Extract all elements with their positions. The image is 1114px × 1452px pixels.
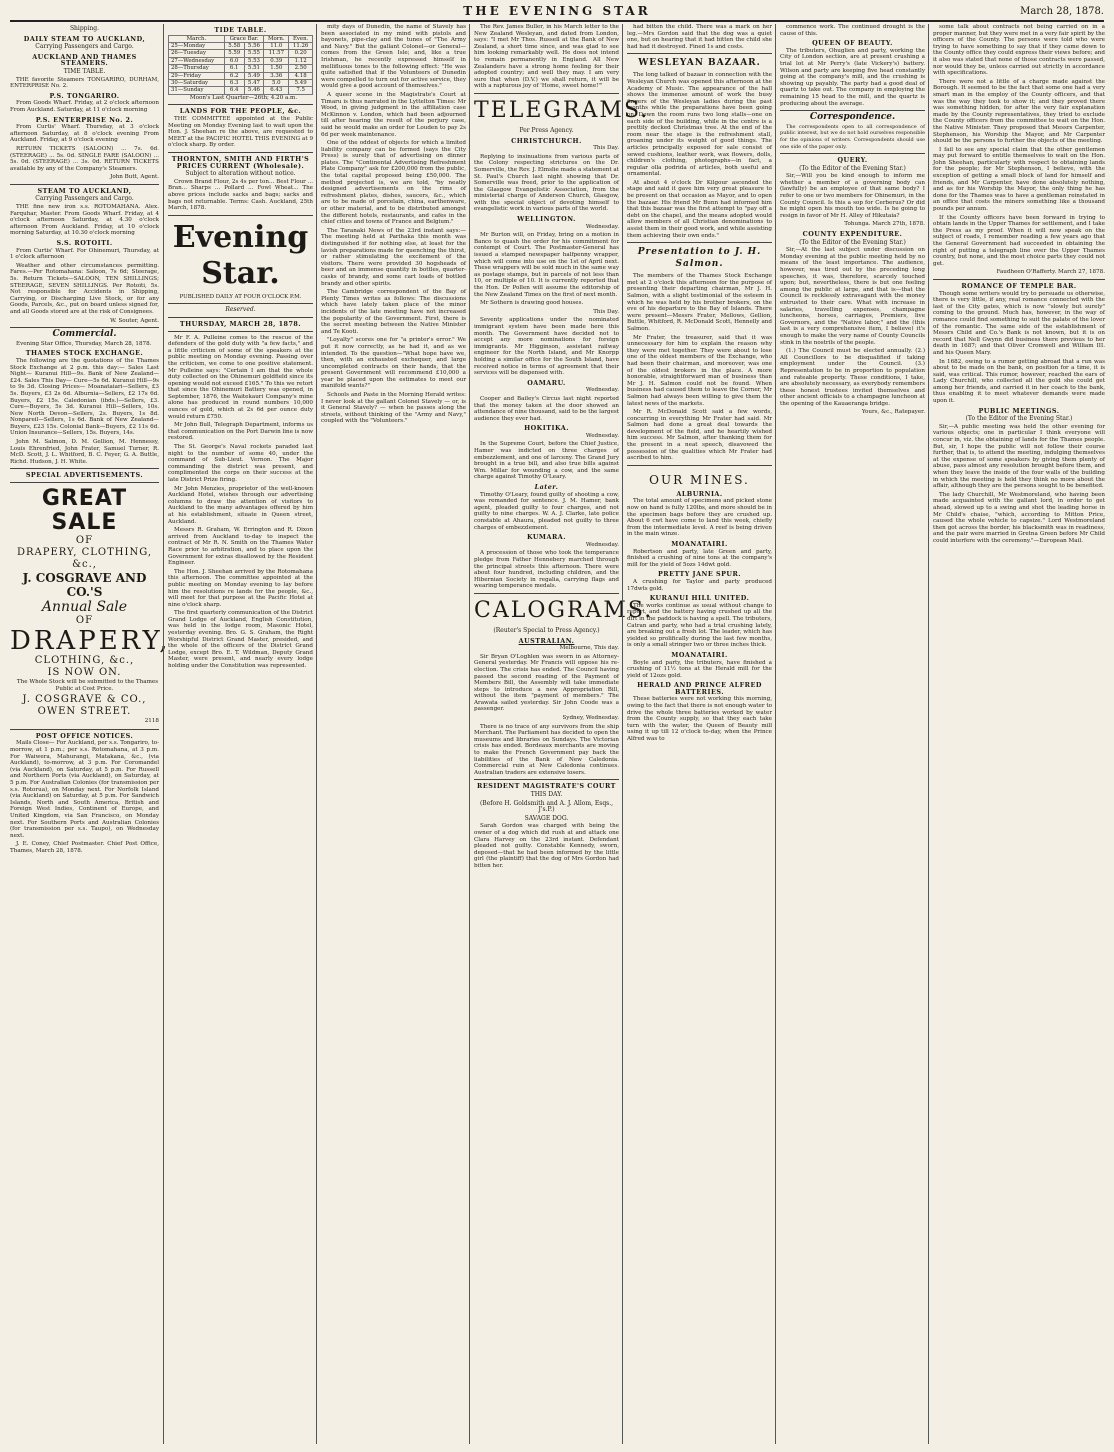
tide-table-header-row (169, 35, 313, 42)
query-sign: Tohunga. March 27th, 1878. (844, 221, 925, 228)
hokitika-text: In the Supreme Court, before the Chief Justice, Hamer was indicted on three charges of embezzlement, and one of larceny. The Grand Jury brought in a true bill, and also true bills against Wm. Millar for wounding a cow, and the same charge against Timothy O'Leary. (474, 441, 619, 481)
kumara-heading: KUMARA. (527, 533, 566, 542)
tide-cell: 31—Sunday (169, 87, 225, 94)
evening-star-title: Evening Star. (172, 219, 309, 291)
commercial-heading: Commercial. (52, 329, 117, 340)
tide-table-row (169, 72, 313, 79)
ps-tongariro-text: From Goods Wharf. Friday, at 2 o'clock afternoon From Auckland. Saturday, at 11 o'clock morning (10, 100, 159, 113)
reuter-note: (Reuter's Special to Press Agency.) (493, 626, 600, 634)
col3-para-3: One of the oddest of objects for which a limited liability company can be formed (says the City Press) is surely that of advertising on dinner plates. The "Continental Advertising Refreshment Plate Company" ask for £200,000 from the public, the total capital proposed being £50,000. The method projected is, we are told, "by neatly designed advertisements on the rims of refreshment plates, dishes, saucers, &c., which are to be made of porcelain, china, earthenware, or other material, and to be distributed amongst the different hotels, restaurants, and cafes in the chief cities and towns of France and Belgium." (321, 140, 466, 226)
drought-note: commence work. The continued drought is the cause of this. (780, 24, 925, 37)
county-to-editor: (To the Editor of the Evening Star.) (799, 238, 906, 246)
herald-prince-heading: HERALD AND PRINCE ALFRED BATTERIES. (637, 681, 762, 696)
editorial-para-5: Messrs R. Graham, W. Errington and R. Dixon arrived from Auckland to-day to inspect the contract of Mr R. N. Smith on the Thames Water Race prior to arbitration, and to place upon the Government for extras disallowed by the Resident Engineer. (168, 527, 313, 567)
column-6 (775, 24, 929, 1444)
col7-sign: Faudheen O'Rafferty. March 27, 1878. (996, 269, 1105, 276)
ad-drapery: DRAPERY, (10, 626, 171, 657)
tide-table (168, 35, 313, 95)
tide-cell: 6.2 (224, 72, 244, 79)
post-office-text: Mails Close— For Auckland, per s.s. Tongariro, to-morrow, at 1 p.m.; per s.s. Rotomahana, at 3 p.m. For Waiwera, Mahurangi, Matakana, &c., (via Auckland), to-morrow, at 3 p.m. For Coromandel (via Auckland), on Saturday, at 5 p.m. For Russell and Northern Ports (via Auckland), on Saturday, at 5 p.m. For Australian Colonies (for transmission per s.s. Rotorua), on Monday next. For Norfolk Island (via Auckland) on Saturday, at 5 p.m. For Sandwich Islands, North and South America, British and Foreign West Indies, Continent of Europe, and United Kingdom, via San Francisco, on Monday next. For Southern Ports and Australian Colonies (for transmission per s.s. Taupo), on Wednesday next. (10, 740, 159, 839)
sydney-text: There is no trace of any survivors from the ship Merchant. The Parliament has decided to open the museums and libraries on Sundays. The Victorian crisis has ended. Bordeaux merchants are moving to make the French Government pay back the liabilities of the Bank of New Caledonia. Commercial ruin at New Caledonia continues. Australian traders are extensive losers. (474, 723, 619, 776)
tide-cell: 3.36 (264, 72, 289, 79)
tide-table-row (169, 65, 313, 72)
moon-phase: Moon's Last Quarter—26th; 4.20 a.m. (189, 94, 298, 101)
editorial-para-7: The first quarterly communication of the District Grand Lodge of Auckland, English Constitution, was held in the lodge room, Masonic Hotel, yesterday evening. Bro. G. S. Graham, the Right Worshipful District Grand Master, presided, and the whole of the officers of the District Grand Lodge, except Bro. E. T. Wildman, Deputy Grand Master, were present, and nearly every lodge holding under the Constitution was represented. (168, 610, 313, 670)
page-masthead (10, 4, 1104, 22)
agent-souter: W. Souter, Agent. (110, 317, 159, 324)
sydney-day: Sydney, Wednesday. (562, 715, 619, 722)
col3-para-4: The Taranaki News of the 23rd instant says:—The meeting held at Parihaka this month was distinguished if for nothing else, at least for the lavish preparations made for quenching the thirst, or rather stimulating the excitement of the visitors. There were provided 30 hogsheads of beer and an immense quantity in bottles, quarter-casks of brandy, and some cart loads of bottled brandy and other spirits. (321, 227, 466, 287)
tide-table-row (169, 57, 313, 64)
dog-case-end: had bitten the child. There was a mark on her leg.—Mrs Gordon said that the dog was a quiet one, but on hearing that it had bitten the child she had had it destroyed. Fined 1s and costs. (627, 24, 772, 50)
issue-date: THURSDAY, MARCH 28, 1878. (179, 319, 302, 328)
tide-cell: 0.39 (264, 57, 289, 64)
tide-cell: 4.18 (289, 72, 313, 79)
stock-exchange-text: The following are the quotations of the Thames Stock Exchange at 2 p.m. this day:— Sales Last Night— Kuranui Hill—9s. Bank of New Zealand—£24. Sales This Day— Cure—5s 6d. Kuranui Hill—9s to 9s 3d. Closing Prices— Moanataiari—Sellers, £3 5s. Buyers, £3 2s 6d. Alburnia—Sellers, £2 17s 6d. Buyers, £2 15s. Caledonian (ibds.)—Sellers, £3. Cure—Buyers, 5s 3d. Kuranui Hill—Sellers, 10s. New North Devon—Sellers, 2s. Buyers, 1s 8d. Nonpareil—Sellers, 1s 6d. Bank of New Zealand—Buyers, £23 15s. Colonial Bank—Buyers, £2 11s 6d. Union Insurance—Sellers, 15s. Buyers, 14s. (10, 357, 159, 437)
reserved-note: Reserved. (225, 306, 256, 314)
tide-cell: 28—Thursday (169, 65, 225, 72)
tide-cell: 6.3 (224, 80, 244, 87)
public-meetings-text-2: The lady Churchill, Mr Westmoreland, who having been made acquainted with the gallant lord, in order to get ahead, slowed up to a swing and shot the leading horse in Mr Child's chaise, "which, according to Mitton Price, caused the whole vehicle to capsize." Lord Westmoreland then got across the border, his blacksmith was in readiness, and the pair were married in Gretna Green before Mr Child could interfere with the ceremony."—European Mail. (933, 491, 1105, 544)
alburnia-text: The total amount of specimens and picked stone now on hand is fully 120lbs, and more should be in the specimen bags before they are crushed up. About 6 cwt have come to land this week, chiefly from the intermediate level. A reef is being driven in the main winze. (627, 498, 772, 538)
lands-text: THE COMMITTEE appointed at the Public Meeting on Monday Evening last to wait upon the Hon. J. Sheehan re the above, are requested to MEET at the PACIFIC HOTEL THIS EVENING at 9 o'clock sharp. By order. (168, 116, 313, 149)
savage-dog-heading: SAVAGE DOG. (524, 814, 569, 822)
tide-cell: 5.0 (264, 80, 289, 87)
oamaru-text: Cooper and Bailey's Circus last night reported that the money taken at the door showed an attendance of nine thousand, said to be the largest audience they ever had. (474, 395, 619, 422)
post-office-sign: J. E. Coney, Chief Postmaster. Chief Post Office, Thames, March 28, 1878. (10, 841, 159, 854)
tide-cell: 30—Saturday (169, 80, 225, 87)
ps-enterprise-text: From Curtis' Wharf. Thursday, at 3 o'clock afternoon Saturday, at 8 o'clock evening From Auckland. Friday, at 9 o'clock evening (10, 124, 159, 144)
editorial-para-4: Mr John Menzies, proprietor of the well-known Auckland Hotel, wishes through our advertising columns to draw the attention of visitors to Auckland to the many advantages offered by him at his establishment, situate in Queen street, Auckland. (168, 485, 313, 525)
tide-cell: 5.53 (244, 57, 264, 64)
ad-number: 2118 (144, 718, 159, 725)
masthead-center: THE EVENING STAR (463, 4, 651, 18)
tide-cell: 5.49 (244, 72, 264, 79)
temple-bar-heading: ROMANCE OF TEMPLE BAR. (961, 281, 1077, 290)
tide-cell: 2.50 (289, 65, 313, 72)
later-text: Timothy O'Leary, found guilty of shooting a cow, was remanded for sentence. J. M. Hamer, bank agent, pleaded guilty to four charges, and not guilty to nine charges. W. A. J. Clarke, late police constable at Ahaura, pleaded not guilty to three charges of embezzlement. (474, 491, 619, 531)
wellington-text-2: Mr Sothern is drawing good houses. (480, 300, 584, 307)
query-to-editor: (To the Editor of the Evening Star.) (799, 164, 906, 172)
tide-cell: 1.12 (289, 57, 313, 64)
agent-butt: John Butt, Agent. (110, 174, 159, 181)
presentation-text-3: Mr R. McDonald Scott said a few words, concurring in everything Mr Frater had said. Mr Salmon had done a great deal towards the development of the field, and he heartily wished him success. Mr Salmon, after thanking them for the present in a neat speech, disavowed the possession of the qualities which Mr Frater had ascribed to him. (627, 409, 772, 462)
moanataiari-heading: MOANATAIRI. (671, 540, 728, 548)
evening-star-subtitle: PUBLISHED DAILY AT FOUR O'CLOCK P.M. (179, 293, 302, 300)
column-1 (6, 24, 171, 1444)
shipping-heading: Shipping. (69, 25, 100, 32)
tide-cell: 6.0 (224, 57, 244, 64)
col7-para-2: There were not a little of a charge made against the Borough. It seemed to be the fact that some one had a very smart man in the employ of the County officers, and that was the way they took to show it; and they proved there was something hidden, for after the very fair explanation made by the County representatives, they tried to exclude the County officers from the committee to wait on the Hon. the Native Minister. They proposed that Messrs Carpenter, Stephenson, his Worship the Mayor, and Mr Carpenter should be the persons to further the objects of the meeting. (933, 78, 1105, 145)
tide-cell: 1.50 (264, 65, 289, 72)
moanataiari-text: Robertson and party, late Green and party, finished a crushing of nine tons at the company's mill for the yield of 5ozs 14dwt gold. (627, 548, 772, 568)
county-text: Sir,—At the last subject under discussion on Monday evening at the public meeting held by no means of the least importance. The audience, however, was tired out by the preceding long speeches, it was, therefore, scarcely touched upon; but, nevertheless, there is but one feeling among the public at large, and that is—that the Council is recklessly extravagant with the money entrusted to their care. What with increase in salaries, travelling expenses, champagne luncheons, horses, carriages, Premiers, live Governors, and the "Native labor," and the (this last is a very comprehensive item, I believe) it's enough to make the very name of County Councils stink in the nostrils of the people. (780, 247, 925, 346)
christchurch-heading: CHRISTCHURCH. (511, 136, 582, 145)
tide-cell: 5.59 (224, 50, 244, 57)
tide-cell: 5.49 (289, 80, 313, 87)
tide-cell: 6.1 (224, 65, 244, 72)
rm-court-before: (Before H. Goldsmith and A. J. Allom, Esqs., J's.P.) (479, 799, 614, 814)
column-2 (163, 24, 317, 1444)
ad-drapery-clothing: DRAPERY, CLOTHING, &c., (16, 547, 153, 571)
post-office-heading: POST OFFICE NOTICES. (35, 731, 134, 740)
editorial-para-3: The St. George's Naval rockets paraded last night to the number of some 40, under the command of Sub-Lieut. Vernon. The Major commanding the district was present, and complimented the corps on their success at the late District Prize firing. (168, 444, 313, 483)
special-ads-heading: SPECIAL ADVERTISEMENTS. (25, 471, 144, 480)
kumara-text: A procession of those who took the temperance pledge from Father Hennebery marched through the principal streets this afternoon. There were about four hundred, including children, and the Hibernian Society in regalia, carrying flags and wearing temperance medals. (474, 550, 619, 590)
pretty-jane-text: A crushing for Taylor and party produced 17dwts gold. (627, 578, 772, 592)
col7-para-3: I fail to see any special claim that the other gentlemen may put forward to entitle themselves to wait on the Hon. John Sheehan, particularly with respect to obtaining lands for the people; for Mr Stephenson, I believe, with the exception of getting a small block of land for himself and friends, and Mr Carpenter, have done absolutely nothing, and as for his Worship the Mayor, the only thing he has done for the Thames was to have a gentleman reinstated in an office that costs the miners something like a thousand pounds per annum. (933, 146, 1105, 213)
ps-tongariro-heading: P.S. TONGARIRO. (49, 91, 120, 100)
tide-cell: 11.26 (289, 43, 313, 50)
col7-para-4: If the County officers have been forward in trying to obtain lands in the Upper Thames for settlement, and I take the Press as my proof. When it will now speak on the subject of roads, I remember reading a few years ago that the General Government had succeeded in obtaining the right of putting a telegraph line over the Upper Thames country, but none, and the most choice parts they could not get. (933, 214, 1105, 267)
masthead-date: March 28, 1878. (1020, 6, 1104, 17)
editorial-para-6: The Hon. J. Sheehan arrived by the Rotomahana this afternoon. The committee appointed at the public meeting on Monday evening to lay before him the resolutions re lands for the people, &c., will meet for that purpose at the Pacific Hotel at nine o'clock sharp. (168, 568, 313, 608)
moanataiari-2-heading: MOANATAIRI. (671, 650, 728, 659)
tide-cell: 27—Wednesday (169, 57, 225, 64)
col3-para-2: A queer scene in the Magistrate's Court at Timaru is thus narrated in the Lyttelton Times: Mr Wood, in giving judgment in the affiliation case McKinnon v. London, which had been adjourned till after hearing the result of the perjury case, said he would make an order for Louden to pay 2s 6d per week maintenance. (321, 91, 466, 138)
col3-para-1: mity days of Dunedin, the name of Stavely has been associated in my mind with pistols and bayonets, pipe-clay and the tunes of "The Army and Navy." But the gallant Colonel—or General—comes from the Green Isle; and, like a true Irishman, he recently expressed himself in mellifluous tones to the following effect: "He was quite satisfied that if the Volunteers of Dunedin were compelled to turn out for active service, they would give a good account of themselves." (321, 24, 466, 90)
fares-text: RETURN TICKETS (SALOON) ... 7s. 6d. (STEERAGE) ... 5s. 0d. SINGLE FARE (SALOON) ... 5s. 0d. (STEERAGE) ... 3s. 0d. RETURN TICKETS available by any of the Company's Steamers. (10, 145, 159, 172)
press-agency-note: Per Press Agency. (519, 126, 574, 134)
public-meetings-to-editor: (To the Editor of the Evening Star.) (965, 415, 1073, 423)
tide-table-row (169, 80, 313, 87)
ad-now-on: IS NOW ON. (47, 667, 122, 679)
col7-para-1: some talk about contracts not being carried on in a proper manner, but they were met in a very fair spirit by the officers of the County. The persons were told who were trying to have something to say that if they came down to the County office they could express their views before; and it also was stated that none of those contracts were passed, nor would they be, unless carried out strictly in accordance with specifications. (933, 24, 1105, 77)
christchurch-day: This Day. (593, 145, 619, 152)
our-mines-heading: OUR MINES. (649, 472, 750, 487)
correspondence-note: The correspondents open to all correspondence of public interest, but we do not hold ourselves responsible for the opinions of writers. Correspondents should use one side of the paper only. (780, 123, 925, 150)
tide-cell: 5.55 (244, 50, 264, 57)
tide-cell: 5.46 (244, 87, 264, 94)
time-table-heading: TIME TABLE. (63, 67, 106, 75)
public-meetings-text: Sir,—A public meeting was held the other evening for various objects; one in particular I think everyone will concur in, viz. the obtaining of lands for the Thames people. But, sir, I hope the public will not follow their course further, that is, to attend the meeting, indulging themselves at the expense of some speakers by giving them plenty of abuse, pass almost any resolution brought before them, and when they leave the inside of the four walls of the building in which the meeting is held they think no more about the affair, although they are the persons sought to be benefited. (933, 423, 1105, 490)
wesleyan-bazaar-heading: WESLEYAN BAZAAR. (638, 58, 761, 69)
rm-court-day: THIS DAY. (530, 791, 563, 798)
commercial-date: Evening Star Office, Thursday, March 28, 1878. (16, 340, 152, 347)
col3-para-7: Schools and Paste in the Morning Herald writes: I never look at the gallant Colonel Stavely — or, is it General Stavely? — when he passes along the streets, without thinking of the "Army and Navy," coupled with the "Volunteers." (321, 392, 466, 425)
tide-cell: 5.56 (244, 43, 264, 50)
tide-cell: 0.20 (289, 50, 313, 57)
wesleyan-text-2: At about 4 o'clock Dr Kilgour ascended the stage and said it gave him very great pleasure to be present on that occasion as Mayor, and to open the bazaar. His friend Mr Bunn had informed him that this bazaar was the first attempt to "pay off a debt on the chapel, and the means adopted would allow members of all Christian denominations to assist them in their good work, and while assisting them achieving their own ends." (627, 179, 772, 239)
buller-letter: The Rev. James Buller, in his March letter to the New Zealand Wesleyan, and dated from London, says: "I met Mr Thos. Russell at the Bank of New Zealand, a short time since, and was glad to see him looking remarkably well. He does not intend to remain permanently in England. All New Zealanders have a strong home feeling for their adopted country; and well they may. I am very sure that when (D.V.) we shall return, it will be with a rapturous joy of 'Home, sweet home!'" (474, 24, 619, 90)
column-4 (469, 24, 654, 1444)
wellington-day-2: This Day. (593, 308, 619, 315)
shipping-notice: Weather and other circumstances permitting. Fares.—Per Rotomahana: Saloon, 7s 6d; Steerage, 5s. Return Tickets—SALOON, TEN SHILLINGS; STEERAGE, SEVEN SHILLINGS. Per Rotoiti, 5s. Not responsible for Accidents in Shipping, Carrying, or Discharging Live Stock, or for any Goods, Parcels, &c., put on board unless signed for, and all Goods stored are at the risk of Consignees. (10, 262, 159, 315)
editorial-para-1: Mr F. A. Pulleine comes to the rescue of the defenders of the gold duty with "a few facts," and a little criticism of some of the speakers at the public meeting on Monday evening. Passing over the criticism, we come to one positive statement. Mr Pulleine says: "Certain I am that the whole duty collected on the Ohinemuri goldfield since its opening would not exceed £165." To this we retort that since the Ohinemuri Battery was opened, in September, 1876, the Waitekauri Company's mine alone has produced in round numbers 10,000 ounces of gold, which at 2s 6d per ounce duty would return £750. (168, 334, 313, 420)
wesleyan-text: The long talked of bazaar in connection with the Wesleyan Church was opened this afternoon at the Academy of Music. The appearance of the hall shows the immense amount of work the busy fingers of the Wesleyan ladies during the past months while the preparations have been going on. Down the room runs two long stalls—one on each side of the building, while in the centre is a prettily decked Christmas tree. At the end of the room near the stage is the refreshment stall, groaning under its weight of good things. The articles principally exposed for sale consist of sewed cushions, leather work, wax flowers, dolls, children's clothing, photographs—in fact, a regular olla podrida of articles, both useful and ornamental. (627, 72, 772, 178)
temple-bar-text: Though some writers would try to persuade us otherwise, there is very little, if any, real romance connected with the last of the City gates, which is now "slowly but surely" coming to the ground. Much has, however, in the way of romance could find something to suit the palate of the lover of the romantic. The same side of the establishment of Messrs Child and Co.'s Bank is not known, but it is on record that Nell Gwynn did business there previous to her death in 1687; and that Oliver Cromwell and William III. and his Queen Mary. (933, 290, 1105, 356)
melbourne-day: Melbourne, This day. (559, 645, 619, 652)
later-heading: Later. (534, 483, 559, 492)
steam-subheading: Carrying Passengers and Cargo. (35, 43, 134, 51)
column-3 (316, 24, 470, 1444)
tide-table-heading: TIDE TABLE. (214, 26, 267, 34)
telegrams-heading: TELEGRAMS. (474, 97, 650, 123)
queen-of-beauty-text: The tributers, Ohuglien and party, working the City of London section, are at present crushing a trial lot at Mr Perry's (late Vickery's) battery. Wilson and party are keeping five head constantly going at the company's mill, and the crushing is showing up payably. The party had a good deal of quartz to take out. The company in employing the remaining 15 head to the mill, and the quartz is producing about the average. (780, 47, 925, 107)
great-sale-line: GREAT SALE (41, 486, 128, 536)
christchurch-text: Replying to insinuations from various parts of the Colony respecting strictures on the Dr. Somerville, the Rev. J. Elmslie made a statement at St. Paul's Church last night showing that Dr. Somerville was freed, prior to the application of the Glasgow Evangelistic Association, from the ministerial charge of Anderson Church, Glasgow, with the special object of devoting himself to evangelistic work in various parts of the world. (474, 153, 619, 213)
broker-names: John M. Salmon, D. M. Gellion, M. Hennessy, Louis Ehrenfried, John Frater, Samuel Turner, R. McD. Scott, J. L. Whitford, B. C. Feyer, G. A. Buttle, Richd. Hudson, J. H. White. (10, 439, 159, 465)
tide-table-row (169, 87, 313, 94)
tide-col-month: March. (169, 35, 225, 42)
thornton-heading: THORNTON, SMITH AND FIRTH'S PRICES CURRENT (Wholesale). (171, 155, 310, 170)
oamaru-day: Wednesday. (585, 387, 619, 394)
column-7 (928, 24, 1109, 1444)
presentation-text: The members of the Thames Stock Exchange met at 2 o'clock this afternoon for the purpose of presenting their departing chairman, Mr J. H. Salmon, with a slight testimonial of the esteem in which he was held by his brother brokers, on the eve of his departure to the Bay of Islands. There were present—Messrs Frater, Mellows, Gellion, Buttle, Whitford, R. McDonald Scott, Hennelly and Salmon. (627, 273, 772, 332)
hokitika-day: Wednesday. (585, 432, 619, 439)
tide-table-row (169, 50, 313, 57)
ss-rotoiti-text: From Curtis' Wharf. For Ohinemuri, Thursday, at 1 o'clock afternoon (10, 247, 159, 261)
wellington-heading: WELLINGTON. (517, 215, 576, 224)
temple-bar-text-2: In 1682, owing to a rumor getting abroad that a run was about to be made on the bank, on position for a time, it is said, was critical. This rumor, however, reached the ears of Lady Churchill, who collected all the gold she could get among her friends, and carried it in her coach to the bank, thus enabling it to meet whatever demands were made upon it. (933, 358, 1105, 405)
hokitika-heading: HOKITIKA. (524, 424, 569, 433)
presentation-heading: Presentation to J. H. Salmon. (637, 247, 762, 270)
tide-cell: 6.43 (264, 87, 289, 94)
ad-firm: J. COSGRAVE & CO., (22, 694, 147, 706)
steam-auckland-sub: Carrying Passengers and Cargo. (35, 195, 134, 203)
query-heading: QUERY. (837, 156, 868, 165)
kumara-day: Wednesday. (585, 541, 619, 548)
county-expenditure-heading: COUNTY EXPENDITURE. (802, 230, 903, 239)
tide-cell: 5.58 (224, 43, 244, 50)
queen-of-beauty-heading: QUEEN OF BEAUTY. (812, 39, 893, 48)
steam-heading: DAILY STEAM TO AUCKLAND, (23, 34, 146, 43)
ad-cosgrave-name: J. COSGRAVE AND CO.'S (22, 571, 147, 600)
ad-stock-note: The Whole Stock will be submitted to the Thames Public at Cost Price. (16, 679, 159, 692)
editorial-para-2: Mr John Bull, Telegraph Department, informs us that communication on the Port Darwin line is now restored. (168, 422, 313, 442)
ad-street: OWEN STREET. (37, 706, 132, 718)
pretty-jane-heading: PRETTY JANE SPUR. (657, 570, 741, 579)
ad-of-1: OF (75, 535, 94, 547)
presentation-text-2: Mr Frater, the treasurer, said that it was unnecessary for him to explain the reason why they were met together. They were about to lose one of the oldest members of the Exchange, who had been their chairman, and moreover, was one of the oldest brokers in the place. A more honorable, straightforward man of business than Mr J. H. Salmon could not be found. When business had caused them to leave the Corner, Mr Salmon had always been willing to give them the latest news of the markets. (627, 334, 772, 407)
tide-col-morn: Morn. (264, 35, 289, 42)
wellington-text: Mr Burton will, on Friday, bring on a motion in Banco to quash the order for his commitment for contempt of Court. The Postmaster-General has issued a stamped newspaper halfpenny wrapper, which will come into use on the 1st of April next. These wrappers will be sold much in the same way as postage stamps, but in parcels of not less than 10, or multiple of 10. It is currently reported that the Hon. Dr Pollen will assume the editorship of the New Zealand Times on the first of next month. (474, 232, 619, 298)
ad-annual-sale: Annual Sale (41, 599, 128, 616)
rm-court-heading: RESIDENT MAGISTRATE'S COURT (477, 782, 616, 791)
herald-prince-text: These batteries were not working this morning, owing to the fact that there is not enough water to drive the whole three batteries worked by water from the County supply, so that they each take turn with the water, the Queen of Beauty mill using it up till 12 o'clock to-day, when the Prince Alfred was to (627, 696, 772, 743)
tide-col-grace: Grace Bar. (224, 35, 263, 42)
col3-para-6: "Loyalty" scores one for "a printer's error." We put it now correctly, as he had it, and as we intended. To the question—"What hope have we, then, with an exhausted exchequer, and large uncompleted contracts on their hands, that the present Government will recommend £10,000 a year be placed upon the estimates to meet our manifold wants?" (321, 337, 466, 390)
steamers-heading: AUCKLAND AND THAMES STEAMERS. (32, 52, 137, 68)
tide-table-row (169, 43, 313, 50)
tide-cell: 29—Friday (169, 72, 225, 79)
col3-para-5: The Cambridge correspondent of the Bay of Plenty Times writes as follows: The discussions which have lately taken place of the minor incidents of the late meeting have not increased the popularity of the Government. First, there is the secret meeting between the Native Minister and Te Kooti. (321, 289, 466, 335)
kuranui-hill-heading: KURANUI HILL UNITED. (649, 594, 750, 603)
kuranui-hill-text: The works continue as usual without change to report, and the battery having crushed up all the dirt in the paddock is having a spell. The tributers, Catran and party, who had a trial crushing lately, are breaking out a fresh lot. The leader, which has yielded so prolifically during the last few months, is only a small stringer two or three inches thick. (627, 602, 772, 649)
tide-cell: 11.57 (264, 50, 289, 57)
county-sign: Yours, &c., Ratepayer. (861, 409, 925, 416)
column-5 (622, 24, 776, 1444)
tide-cell: 25—Monday (169, 43, 225, 50)
stock-exchange-heading: THAMES STOCK EXCHANGE. (25, 349, 144, 358)
tide-cell: 6.4 (224, 87, 244, 94)
wellington-day: Wednesday. (585, 223, 619, 230)
query-text: Sir,—Will you be kind enough to inform me whether a member of a governing body can (lawfully) be an employee of that same body? I refer to one or two members for Ohinemuri, in the County Council. Is this a sop for Cerberus? Or did he might open his mouth too wide. Is he going to resign in favor of Mr H. Alley of Hikutaia? (780, 173, 925, 219)
oamaru-heading: OAMARU. (527, 378, 566, 387)
moanataiari-2-text: Boyle and party, the tributers, have finished a crushing of 11½ tons at the Herald mill for the yield of 12ozs gold. (627, 659, 772, 679)
australian-heading: AUSTRALIAN. (518, 636, 575, 645)
ad-clothing: CLOTHING, &c., (34, 655, 135, 667)
public-meetings-heading: PUBLIC MEETINGS. (978, 406, 1060, 415)
steamers-text: THE favorite Steamers TONGARIRO, DURHAM, ENTERPRISE No. 2. (10, 76, 159, 90)
tide-cell: 26—Tuesday (169, 50, 225, 57)
county-text-2: (1.) The Council must be elected annually. (2.) All Councillors to be disqualified if taking employment under the Council. (3.) Representation to be in proportion to population and rateable property. These conditions, I take, are absolutely necessary, as everybody remembers these honest trustees invited themselves and other ancient officials to a champagne luncheon at the opening of the Kauaeranga bridge. (780, 348, 925, 407)
melbourne-text: Sir Bryan O'Loghlen was sworn in as Attorney-General yesterday. Mr Francis will oppose his re-election. The crisis has ended. The Council having passed the second reading of the Payment of Members Bill, the Assembly will take immediate steps to introduce a new Appropriation Bill, without the item "payment of members." The Arawata sailed yesterday. Sir John Coode was a passenger. (474, 653, 619, 713)
ad-of-2: OF (75, 615, 94, 627)
tide-col-even: Even. (289, 35, 313, 42)
tide-cell: 7.5 (289, 87, 313, 94)
rm-court-text: Sarah Gordon was charged with being the owner of a dog which did rush at and attack one Clara Harvey on the 23rd instant. Defendant pleaded not guilty. Constable Kennedy, sworn, deposed—that he had been informed by the little girl (the plaintiff) that the dog of Mrs Gordon had bitten her. (474, 823, 619, 869)
wellington-text-3: Seventy applications under the nominated immigrant system have been made here this month. The Government have decided not to accept any more nominations for foreign immigrants. Mr Higginson, assistant railway engineer for the North Island, and Mr Knorpp holding a similar office for the South Island, have received notice in terms of agreement that their services will be dispensed with. (474, 317, 619, 377)
cosgrave-advert (10, 486, 171, 725)
tide-cell: 5.47 (244, 80, 264, 87)
ss-rotoiti-heading: S.S. ROTOITI. (56, 239, 113, 248)
ps-enterprise-heading: P.S. ENTERPRISE No. 2. (35, 115, 134, 124)
thornton-text: Crown Brand Flour, 2s 4s per ton... Best Flour ... Bran... Sharps ... Pollard ... Fowl Wheat... The above prices include sacks and bags; sacks and bags not returnable. Terms: Cash. Auckland, 25th March, 1878. (168, 178, 313, 212)
calograms-heading: CALOGRAMS. (474, 597, 654, 623)
correspondence-heading: Correspondence. (809, 112, 896, 123)
alburnia-heading: ALBURNIA. (676, 489, 723, 498)
lands-heading: LANDS FOR THE PEOPLE, &c. (179, 107, 302, 116)
tide-cell: 11.0 (264, 43, 289, 50)
steam-auckland-heading: STEAM TO AUCKLAND, (37, 186, 132, 195)
tide-cell: 5.51 (244, 65, 264, 72)
thornton-subheading: Subject to alteration without notice. (185, 170, 296, 178)
rotomahana-text: THE fine new iron s.s. ROTOMAHANA. Alex. Farquhar, Master. From Goods Wharf. Friday, at 4 o'clock afternoon Saturday, at 4.30 o'clock afternoon From Auckland. Friday, at 10 o'clock morning Saturday, at 10.30 o'clock morning (10, 204, 159, 237)
